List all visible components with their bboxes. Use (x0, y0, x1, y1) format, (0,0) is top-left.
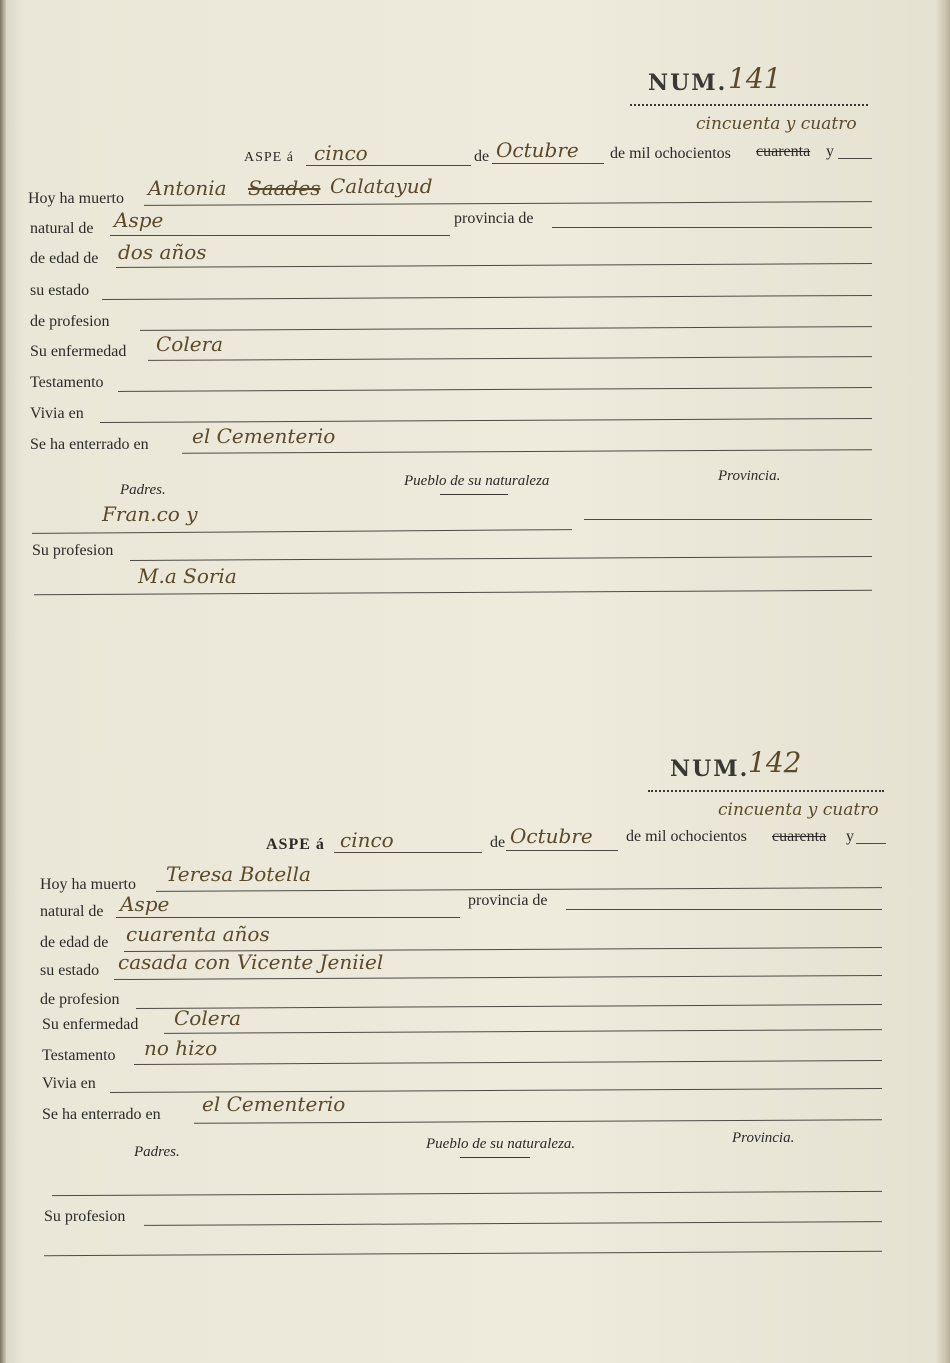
testament-line (118, 387, 872, 392)
testament-line (134, 1060, 882, 1065)
illness-value: Colera (174, 1006, 242, 1030)
year-y: y (826, 143, 834, 160)
year-line (856, 843, 886, 844)
register-page (6, 0, 936, 1363)
de-label: de (474, 148, 490, 165)
name-rest: Calatayud (330, 174, 433, 198)
age-value: dos años (118, 240, 207, 264)
father-line (32, 529, 572, 534)
year-y: y (846, 828, 854, 845)
died-label: Hoy ha muerto (28, 190, 124, 207)
status-value: casada con Vicente Jeniiel (118, 950, 384, 974)
illness-label: Su enfermedad (30, 343, 127, 360)
natural-line (116, 917, 460, 918)
day-value: cinco (314, 141, 368, 165)
parents-profession-label: Su profesion (32, 542, 114, 559)
buried-label: Se ha enterrado en (30, 436, 149, 453)
profession-line (140, 326, 872, 331)
father-province-line (584, 519, 872, 520)
record-number (648, 70, 727, 96)
natural-label: natural de (30, 220, 94, 237)
mother-value: M.a Soria (138, 564, 237, 588)
place-label: ASPE á (266, 836, 325, 853)
illness-line (164, 1029, 882, 1034)
profession-label: de profesion (30, 313, 110, 330)
year-line (838, 158, 872, 159)
buried-line (194, 1119, 882, 1124)
province-label: provincia de (468, 892, 548, 909)
mother-line (34, 590, 872, 595)
natural-line (110, 235, 450, 236)
hometown-underline (460, 1157, 530, 1158)
day-line (306, 165, 471, 166)
year-struck: cuarenta (772, 828, 827, 845)
status-label: su estado (30, 282, 90, 299)
parents-label: Padres. (134, 1144, 180, 1160)
page-right-edge (936, 0, 950, 1363)
day-value: cinco (340, 828, 394, 852)
record-number-value: 141 (728, 62, 782, 95)
province-label: provincia de (454, 210, 534, 227)
year-insert: cincuenta y cuatro (696, 114, 857, 134)
testament-label: Testamento (42, 1047, 116, 1064)
father-line (52, 1191, 882, 1196)
province-line (552, 227, 872, 228)
hometown-underline (440, 494, 508, 495)
number-ornament (648, 784, 884, 792)
profession-label: de profesion (40, 991, 120, 1008)
provincia-col-label: Provincia. (718, 468, 781, 484)
testament-value: no hizo (144, 1036, 218, 1060)
buried-line (182, 449, 872, 454)
name-line (144, 201, 872, 206)
name-struck: Saades (248, 176, 321, 200)
day-line (334, 852, 482, 853)
month-value: Octubre (496, 138, 579, 162)
parents-profession-line (130, 556, 872, 561)
age-label: de edad de (30, 250, 99, 267)
age-line (116, 263, 872, 268)
buried-value: el Cementerio (192, 424, 336, 448)
status-line (102, 295, 872, 300)
year-insert: cincuenta y cuatro (718, 800, 879, 820)
year-label: de mil ochocientos (626, 828, 747, 845)
buried-label: Se ha enterrado en (42, 1106, 161, 1123)
illness-value: Colera (156, 332, 224, 356)
age-value: cuarenta años (126, 922, 270, 946)
lived-label: Vivia en (30, 405, 84, 422)
month-value: Octubre (510, 824, 593, 848)
natural-label: natural de (40, 903, 104, 920)
died-label: Hoy ha muerto (40, 876, 136, 893)
place-label: ASPE á (244, 150, 294, 165)
hometown-label: Pueblo de su naturaleza (404, 473, 550, 489)
lived-label: Vivia en (42, 1075, 96, 1092)
father-value: Fran.co y (102, 502, 198, 526)
year-struck: cuarenta (756, 143, 811, 160)
record-number (670, 756, 749, 782)
provincia-col-label: Provincia. (732, 1130, 795, 1146)
status-line (114, 975, 882, 980)
status-label: su estado (40, 962, 100, 979)
parents-profession-line (144, 1221, 882, 1226)
mother-line (44, 1251, 882, 1256)
buried-value: el Cementerio (202, 1092, 346, 1116)
illness-line (148, 356, 872, 361)
month-line (506, 850, 618, 851)
num-label: NUM. (670, 756, 750, 782)
parents-profession-label: Su profesion (44, 1208, 126, 1225)
natural-value: Aspe (120, 892, 170, 916)
number-ornament (630, 98, 868, 106)
natural-value: Aspe (114, 208, 164, 232)
month-line (492, 163, 604, 164)
lived-line (100, 418, 872, 423)
hometown-label: Pueblo de su naturaleza. (426, 1136, 576, 1152)
province-line (566, 909, 882, 910)
age-label: de edad de (40, 934, 109, 951)
name-first: Teresa Botella (166, 862, 311, 886)
record-number-value: 142 (748, 746, 802, 779)
illness-label: Su enfermedad (42, 1016, 139, 1033)
num-label: NUM. (648, 70, 728, 96)
name-first: Antonia (148, 176, 227, 200)
year-label: de mil ochocientos (610, 145, 731, 162)
de-label: de (490, 834, 506, 851)
profession-line (136, 1004, 882, 1009)
parents-label: Padres. (120, 482, 166, 498)
testament-label: Testamento (30, 374, 104, 391)
